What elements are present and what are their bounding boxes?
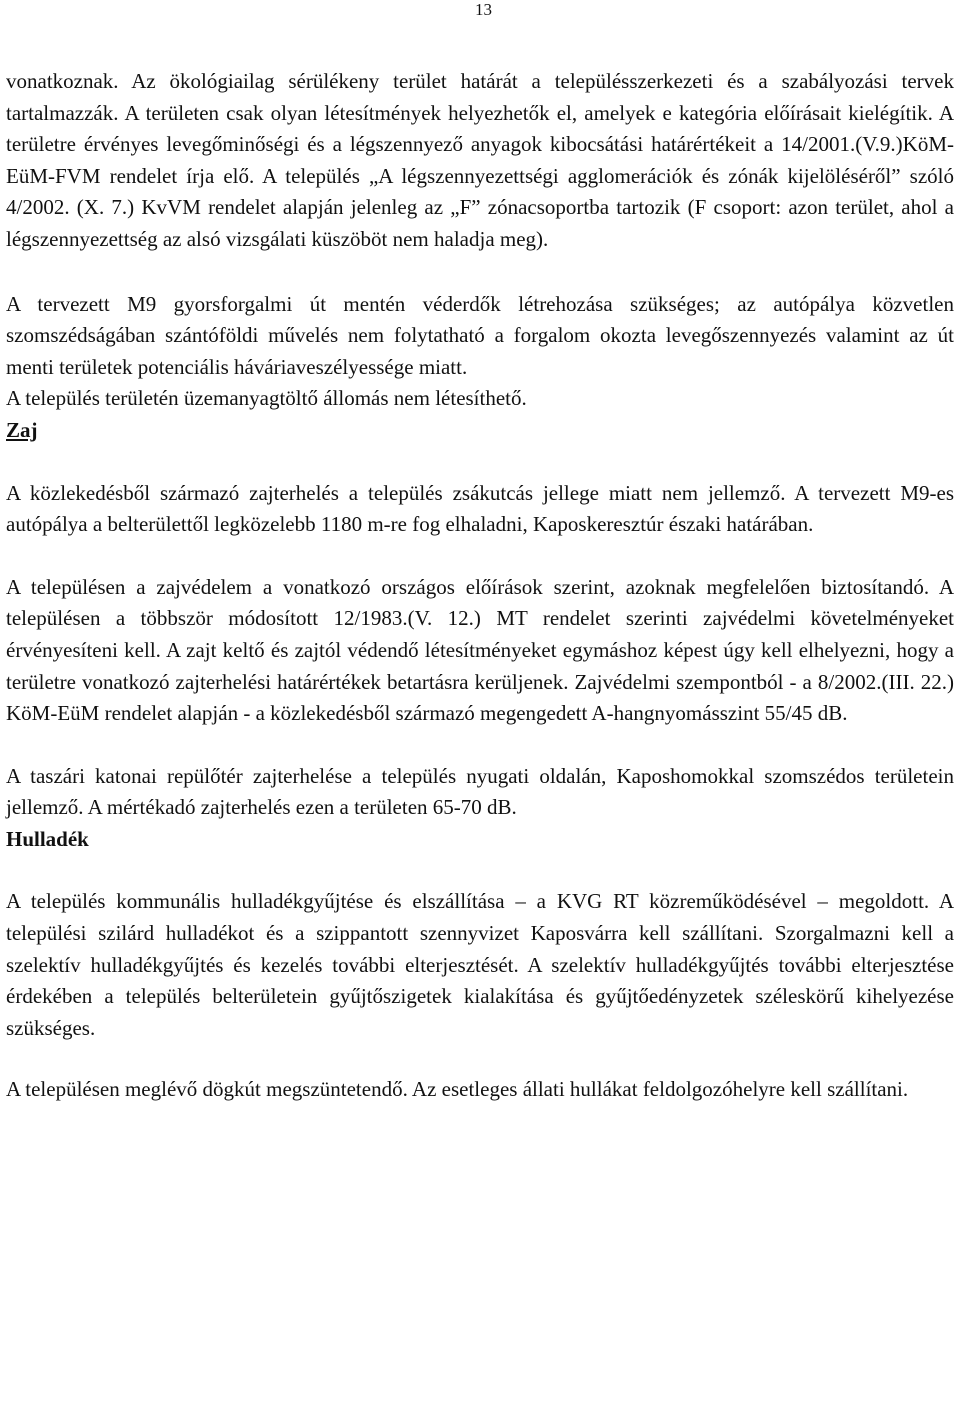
paragraph-fuel-station: A település területén üzemanyagtöltő állomás nem létesíthető. (6, 386, 527, 411)
paragraph-airfield-noise: A taszári katonai repülőtér zajterhelése a település nyugati oldalán, Kaposhomokkal szomszédos területein jellemző. A mértékadó zajterhelés ezen a területen 65-70 dB. (6, 763, 954, 820)
section-heading-zaj: Zaj (6, 417, 38, 442)
paragraph-traffic-noise: A közlekedésből származó zajterhelés a település zsákutcás jellege miatt nem jellemző. A tervezett M9-es autópálya a belterülettől legközelebb 1180 m-re fog elhaladni, Kaposkeresztúr északi határában. (6, 480, 954, 537)
paragraph-noise-protection: A településen a zajvédelem a vonatkozó országos előírások szerint, azoknak megfelelően biztosítandó. A településen a többször módosított 12/1983.(V. 12.) MT rendelet szerinti zajvédelmi követelményeket érvényesíteni kell. A zajt keltő és zajtól védendő létesítményeket egymáshoz képest úgy kell elhelyezni, hogy a területre vonatkozó zajterhelési határértékek betartásra kerüljenek. Zajvédelmi szempontból - a 8/2002.(III. 22.) KöM-EüM rendelet alapján - a közlekedésből származó megengedett A-hangnyomásszint 55/45 dB. (6, 574, 954, 726)
page-body (6, 66, 954, 1106)
page-number: 13 (475, 0, 492, 19)
paragraph-protective-forest: A tervezett M9 gyorsforgalmi út mentén véderdők létrehozása szükséges; az autópálya közvetlen szomszédságában szántóföldi művelés nem folytatható a forgalom okozta levegőszennyezés valamint az út menti területek potenciális háváriaveszélyessége miatt. (6, 291, 954, 379)
paragraph-air-quality: vonatkoznak. Az ökológiailag sérülékeny terület határát a településszerkezeti és a szabályozási tervek tartalmazzák. A területen csak olyan létesítmények helyezhetők el, amelyek e kategória előírásait kielégítik. A területre érvényes levegőminőségi és a légszennyező anyagok kibocsátási határértékeit a 14/2001.(V.9.)KöM-EüM-FVM rendelet írja elő. A település „A légszennyezettségi agglomerációk és zónák kijelöléséről” szóló 4/2002. (X. 7.) KvVM rendelet alapján jelenleg az „F” zónacsoportba tartozik (F csoport: azon terület, ahol a légszennyezettség az alsó vizsgálati küszöböt nem haladja meg). (6, 69, 954, 251)
section-heading-hulladek: Hulladék (6, 826, 89, 851)
paragraph-waste-collection: A település kommunális hulladékgyűjtése és elszállítása – a KVG RT közreműködésével – megoldott. A települési szilárd hulladékot és a szippantott szennyvizet Kaposvárra kell szállítani. Szorgalmazni kell a szelektív hulladékgyűjtés és kezelés további elterjesztését. A szelektív hulladékgyűjtés további elterjesztése érdekében a település belterületein gyűjtőszigetek kialakítása és gyűjtőedényzetek széleskörű kihelyezése szükséges. (6, 889, 954, 1040)
paragraph-carcass-well: A településen meglévő dögkút megszüntetendő. Az esetleges állati hullákat feldolgozóhelyre kell szállítani. (6, 1077, 909, 1102)
